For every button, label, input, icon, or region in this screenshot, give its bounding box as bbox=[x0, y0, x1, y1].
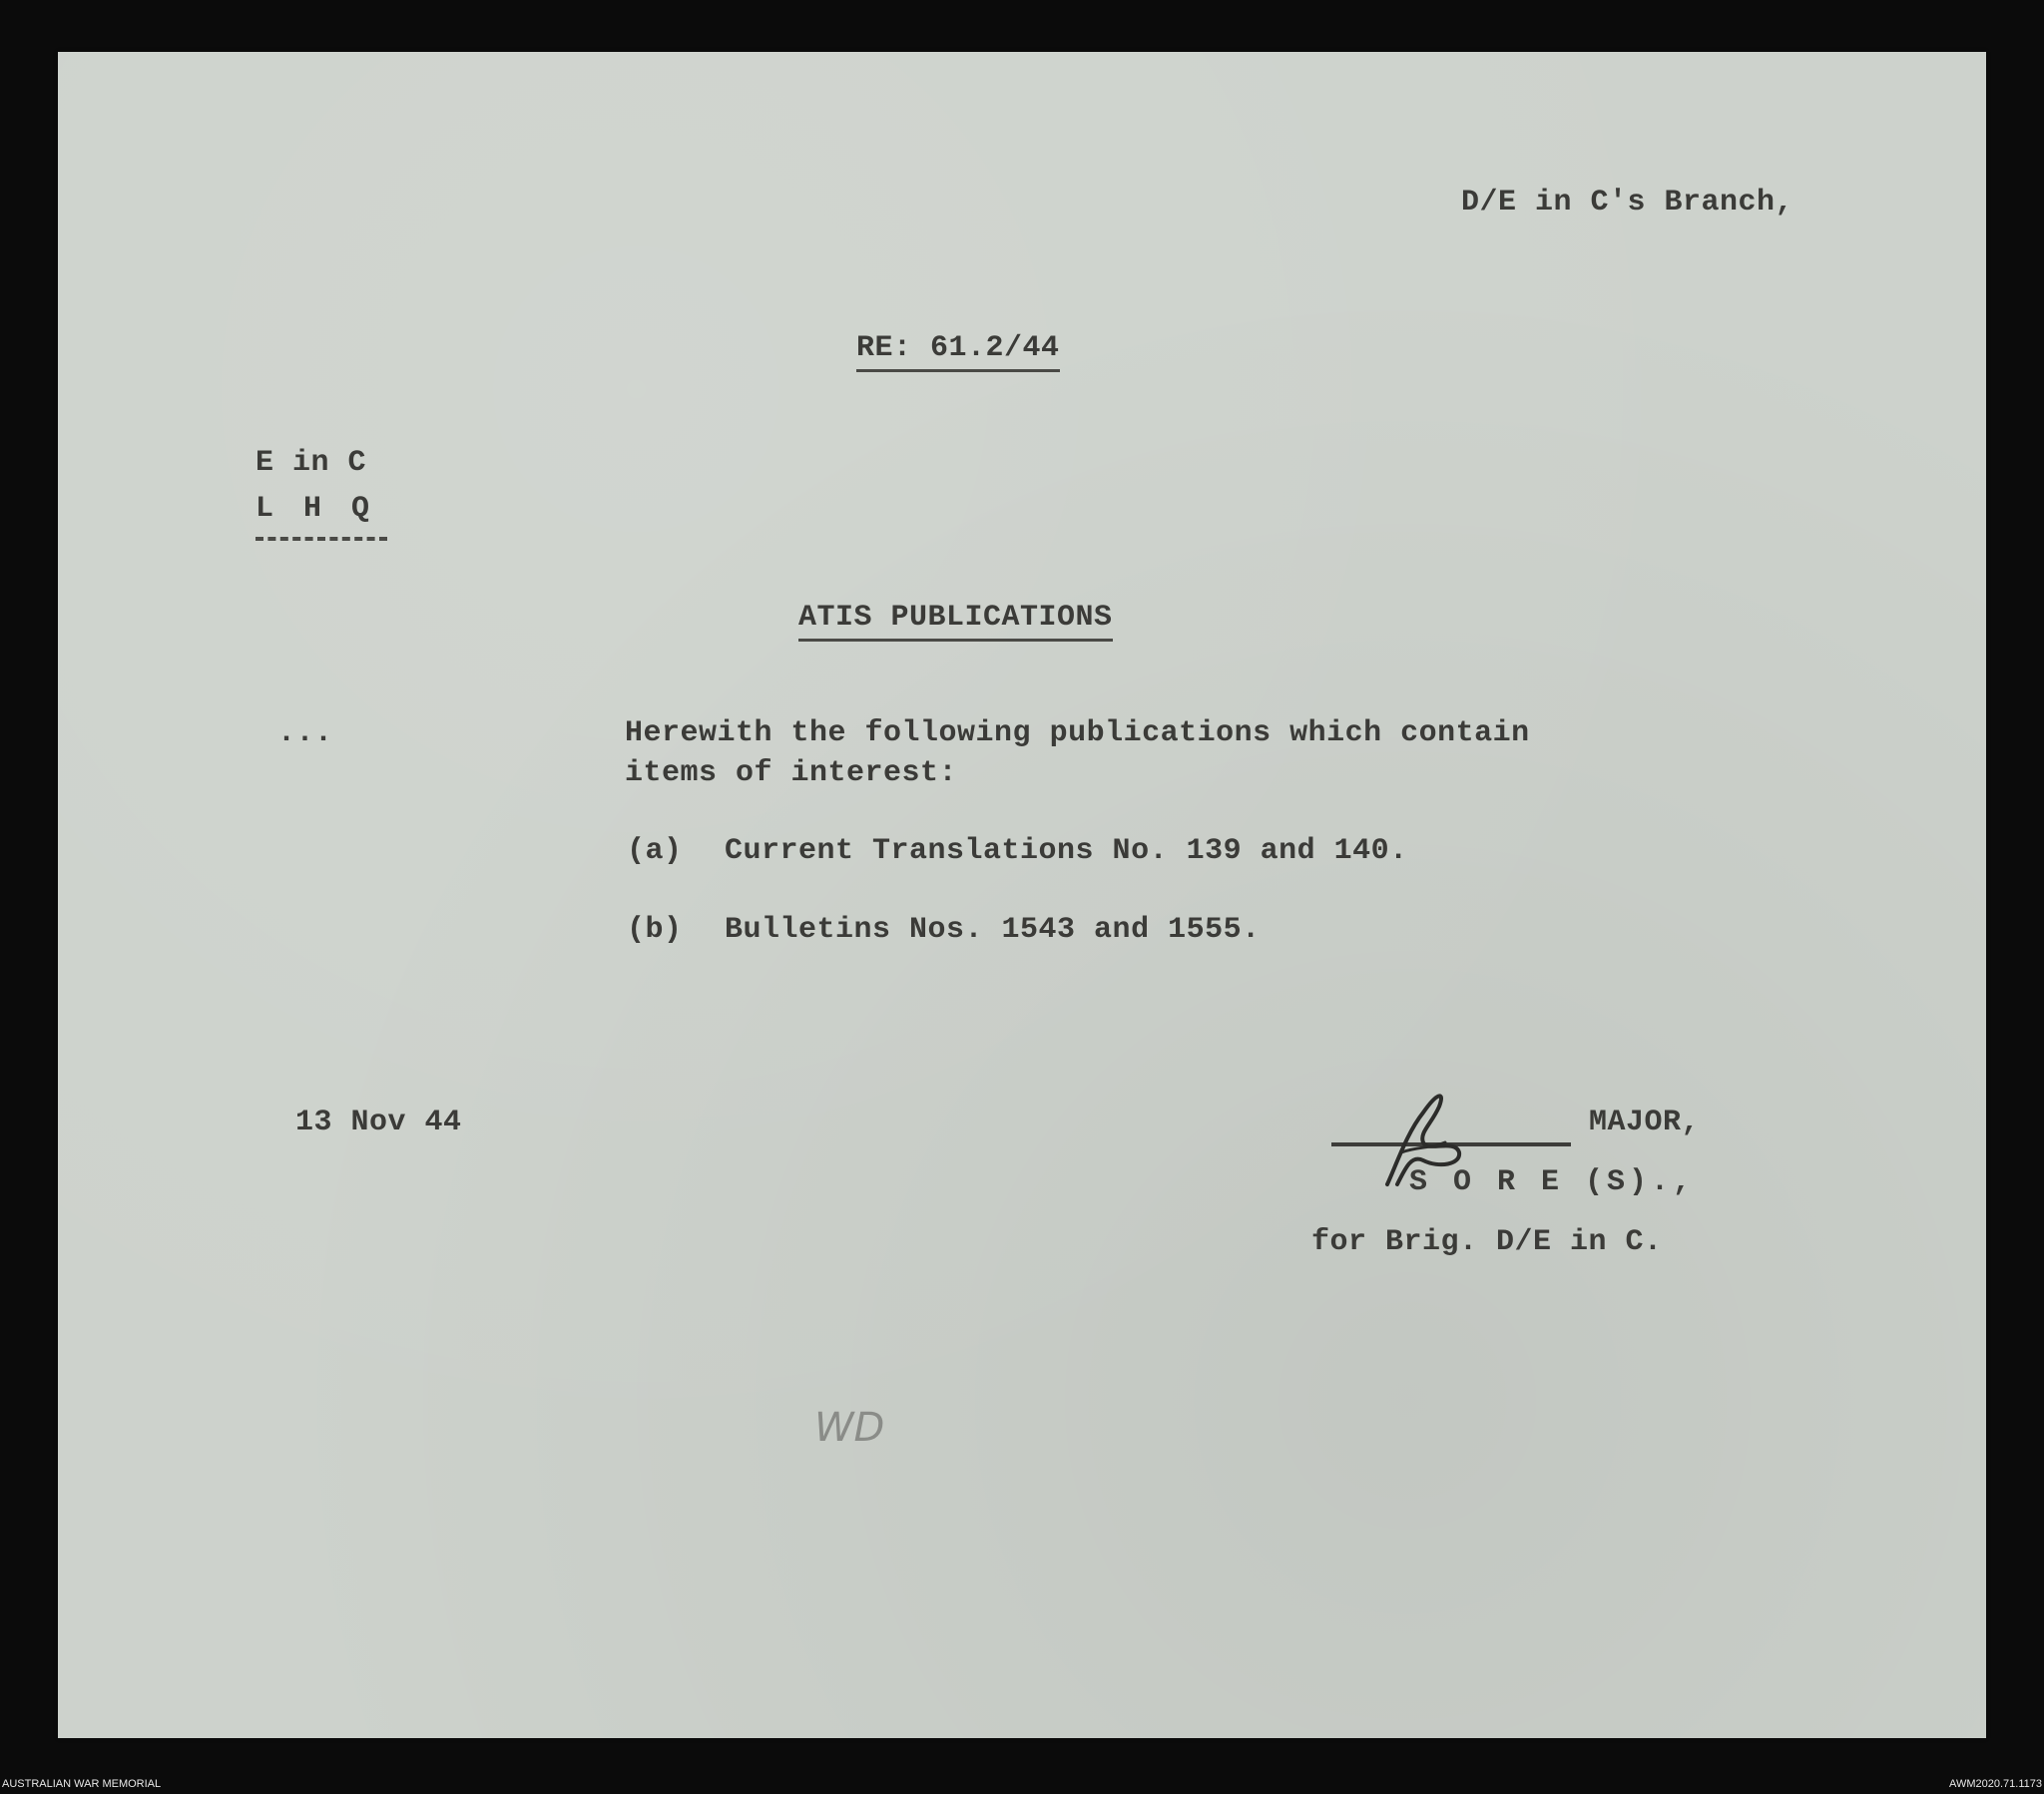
recipient-line-2: L H Q bbox=[256, 492, 376, 526]
signatory-for-line: for Brig. D/E in C. bbox=[1311, 1225, 1663, 1259]
branch-header: D/E in C's Branch, bbox=[1461, 186, 1794, 220]
document-date: 13 Nov 44 bbox=[295, 1106, 462, 1139]
body-line-1: Herewith the following publications which contain bbox=[625, 716, 1530, 750]
reference-number: RE: 61.2/44 bbox=[856, 331, 1060, 372]
signatory-appointment: S O R E (S)., bbox=[1409, 1165, 1696, 1199]
document-page bbox=[58, 52, 1986, 1738]
item-a-text: Current Translations No. 139 and 140. bbox=[725, 834, 1408, 868]
recipient-underline bbox=[256, 537, 387, 541]
recipient-line-1: E in C bbox=[256, 446, 367, 480]
margin-mark: ... bbox=[277, 716, 333, 750]
body-line-2: items of interest: bbox=[625, 756, 958, 790]
footer-item-id: AWM2020.71.1173 bbox=[1949, 1778, 2042, 1790]
item-b-text: Bulletins Nos. 1543 and 1555. bbox=[725, 913, 1261, 947]
subject-heading: ATIS PUBLICATIONS bbox=[798, 601, 1113, 642]
handwritten-annotation: WD bbox=[814, 1405, 885, 1451]
item-a-marker: (a) bbox=[627, 834, 683, 868]
footer-institution: AUSTRALIAN WAR MEMORIAL bbox=[2, 1778, 162, 1790]
item-b-marker: (b) bbox=[627, 913, 683, 947]
signatory-rank: MAJOR, bbox=[1589, 1106, 1701, 1139]
